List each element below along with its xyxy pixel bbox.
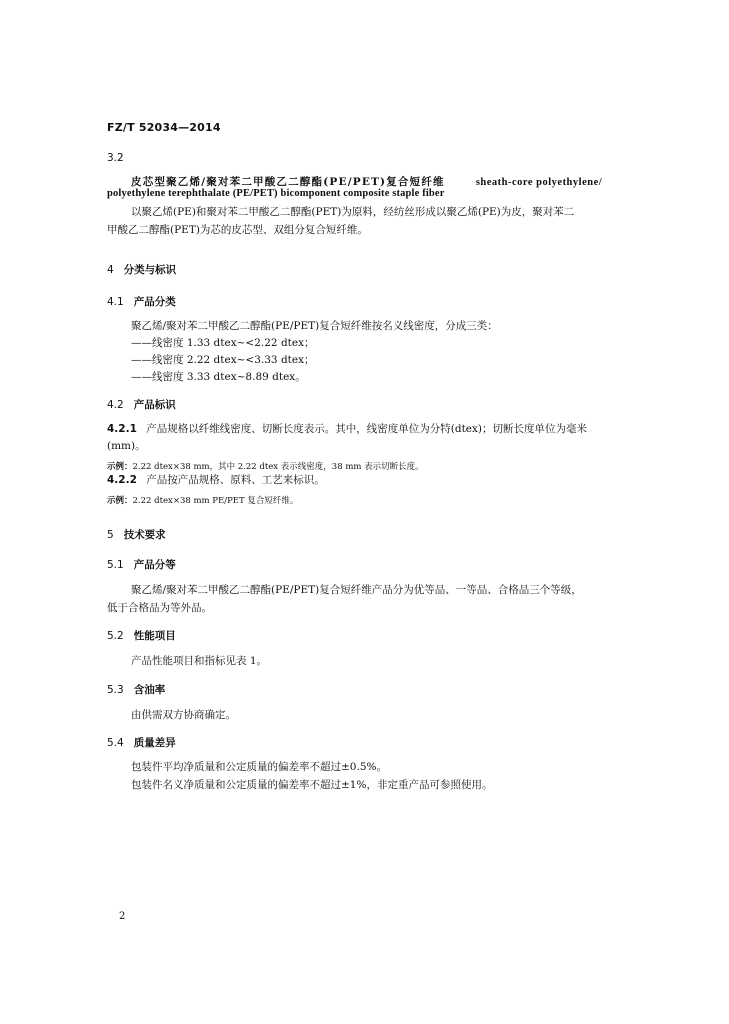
clause-4-2-1 [107,419,587,440]
standard-code-header: FZ/T 52034—2014 [107,121,221,134]
section-5-1-number: 5.1 [107,559,124,571]
section-5-3-number: 5.3 [107,684,124,696]
oil-content-text: 由供需双方协商确定。 [131,709,236,721]
section-4-number: 4 [107,264,114,276]
term-heading-line1 [131,170,602,189]
definition-line2: 甲酸乙二醇酯(PET)为芯的皮芯型、双组分复合短纤维。 [107,224,368,236]
section-5-3-title: 含油率 [133,684,166,696]
example-1-text: 2.22 dtex×38 mm，其中 2.22 dtex 表示线密度，38 mm 表示切断长度。 [132,462,424,472]
section-5-4-title: 质量差异 [133,737,176,749]
section-4-1-heading [107,294,176,309]
classification-item-2: ——线密度 2.22 dtex~<3.33 dtex； [131,354,315,366]
section-5-2-number: 5.2 [107,630,124,642]
grading-line2: 低于合格品为等外品。 [107,602,212,614]
classification-intro: 聚乙烯/聚对苯二甲酸乙二醇酯(PE/PET)复合短纤维按名义线密度，分成三类： [131,320,498,332]
example-2 [107,494,298,506]
section-4-heading [107,262,176,277]
section-4-2-number: 4.2 [107,399,124,411]
section-5-2-heading [107,628,176,643]
section-5-4-number: 5.4 [107,737,124,749]
clause-4-2-2-text: 产品按产品规格、原料、工艺来标识。 [146,474,325,486]
section-5-title: 技术要求 [123,529,166,541]
grading-line1: 聚乙烯/聚对苯二甲酸乙二醇酯(PE/PET)复合短纤维产品分为优等品、一等品、合格品三个等级， [131,584,582,596]
example-2-text: 2.22 dtex×38 mm PE/PET 复合短纤维。 [132,496,299,506]
section-4-2-heading [107,397,176,412]
section-4-title: 分类与标识 [123,264,177,276]
classification-item-3: ——线密度 3.33 dtex~8.89 dtex。 [131,371,306,383]
section-4-1-title: 产品分类 [133,296,176,308]
clause-4-2-1-number: 4.2.1 [107,423,137,435]
example-2-label: 示例： [107,496,133,506]
section-5-1-title: 产品分等 [133,559,176,571]
page-number: 2 [119,911,126,922]
section-5-1-heading [107,557,176,572]
term-chinese: 皮芯型聚乙烯/聚对苯二甲酸乙二醇酯(PE/PET)复合短纤维 [131,176,445,188]
section-5-number: 5 [107,529,114,541]
definition-line1: 以聚乙烯(PE)和聚对苯二甲酸乙二醇酯(PET)为原料，经纺丝形成以聚乙烯(PE)为皮，聚对苯二 [131,206,575,218]
section-3-2-number: 3.2 [107,152,124,164]
section-5-heading [107,527,166,542]
section-5-4-heading [107,735,176,750]
mass-deviation-line2: 包装件名义净质量和公定质量的偏差率不超过±1%，非定重产品可参照使用。 [131,779,493,791]
term-english-part2: polyethylene terephthalate (PE/PET) bicomponent composite staple fiber [107,188,445,199]
classification-item-1: ——线密度 1.33 dtex~<2.22 dtex； [131,337,315,349]
mass-deviation-line1: 包装件平均净质量和公定质量的偏差率不超过±0.5%。 [131,761,387,773]
example-1-label: 示例： [107,462,133,472]
section-4-1-number: 4.1 [107,296,124,308]
clause-4-2-2 [107,470,325,491]
clause-4-2-2-number: 4.2.2 [107,474,137,486]
performance-text: 产品性能项目和指标见表 1。 [131,655,268,667]
section-5-2-title: 性能项目 [133,630,176,642]
clause-4-2-1-line2: (mm)。 [107,440,146,452]
section-4-2-title: 产品标识 [133,399,176,411]
term-english-part1: sheath-core polyethylene/ [475,177,603,188]
section-5-3-heading [107,682,165,697]
clause-4-2-1-line1: 产品规格以纤维线密度、切断长度表示。其中，线密度单位为分特(dtex)；切断长度单位为毫米 [146,423,588,435]
